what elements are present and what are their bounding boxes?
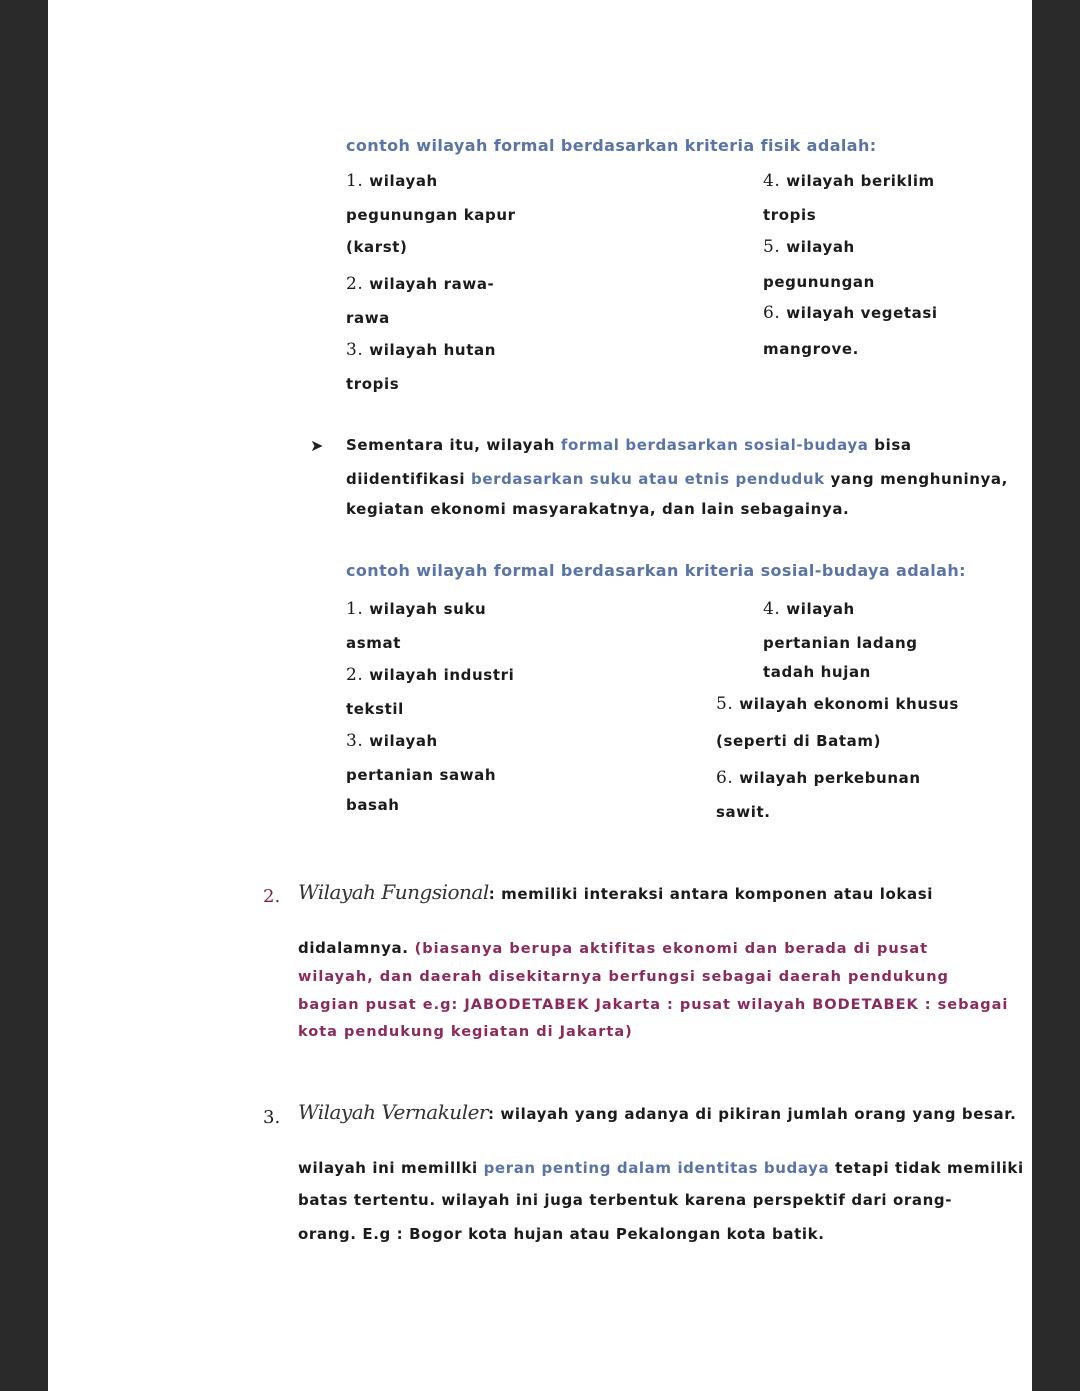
fisik-heading: contoh wilayah formal berdasarkan kriteria fisik adalah: [346,136,877,155]
list-text: wilayah ekonomi khusus [739,695,959,713]
sosial-heading: contoh wilayah formal berdasarkan kriteria sosial-budaya adalah: [346,561,966,580]
list-number: 3. [346,340,364,360]
section-number: 2. [263,886,281,907]
highlight-text: berdasarkan suku atau etnis penduduk [470,470,825,488]
list-number: 6. [716,768,734,788]
sosial-item-4 [763,599,855,619]
fisik-item-5-cont: pegunungan [763,273,875,291]
fungsional-line-2 [298,939,928,957]
fisik-item-2-cont: rawa [346,309,390,327]
list-text: wilayah beriklim [786,172,935,190]
list-number: 1. [346,599,364,619]
list-text: wilayah suku [369,600,487,618]
vernakuler-line-3: batas tertentu. wilayah ini juga terbentuk karena perspektif dari orang- [298,1191,953,1209]
sosial-item-3-cont: basah [346,796,400,814]
fisik-item-5 [763,237,855,257]
fungsional-line-1: : memiliki interaksi antara komponen atau lokasi [488,885,933,903]
fungsional-line-4: bagian pusat e.g: JABODETABEK Jakarta : pusat wilayah BODETABEK : sebagai [298,997,1009,1013]
list-number: 1. [346,171,364,191]
fisik-item-1-cont: pegunungan kapur [346,206,516,224]
fisik-item-1 [346,171,438,191]
fisik-item-3-cont: tropis [346,375,400,393]
fisik-item-1-cont: (karst) [346,238,408,256]
list-text: wilayah perkebunan [739,769,921,787]
sosial-paragraph-line-1 [346,436,912,454]
sosial-item-6 [716,768,921,788]
sosial-item-5-cont: (seperti di Batam) [716,732,882,750]
sosial-item-6-cont: sawit. [716,803,771,821]
list-number: 5. [763,237,781,257]
sosial-item-4-cont: tadah hujan [763,663,871,681]
fungsional-title-row [298,880,933,904]
fungsional-line-3: wilayah, dan daerah disekitarnya berfungsi sebagai daerah pendukung [298,969,949,985]
sosial-item-3-cont: pertanian sawah [346,766,497,784]
list-number: 3. [346,731,364,751]
text-run: didalamnya. [298,939,409,957]
fisik-item-4-cont: tropis [763,206,817,224]
text-run: yang menghuninya, [824,470,1008,488]
vernakuler-title: Wilayah Vernakuler [298,1100,488,1124]
fisik-item-3 [346,340,496,360]
fisik-item-6-cont: mangrove. [763,340,859,358]
sosial-item-2 [346,665,514,685]
list-number: 5. [716,694,734,714]
bullet-arrow-icon: ➤ [310,436,324,455]
fungsional-title: Wilayah Fungsional [298,880,489,904]
list-text: wilayah hutan [369,341,496,359]
sosial-paragraph-line-3: kegiatan ekonomi masyarakatnya, dan lain sebagainya. [346,500,850,518]
list-text: wilayah [369,732,438,750]
sosial-item-1-cont: asmat [346,634,401,652]
list-text: wilayah [786,600,855,618]
fungsional-line-5: kota pendukung kegiatan di Jakarta) [298,1024,633,1040]
vernakuler-line-1: : wilayah yang adanya di pikiran jumlah orang yang besar. [487,1105,1017,1123]
text-run: bisa [868,436,912,454]
list-text: wilayah industri [369,666,515,684]
sosial-item-2-cont: tekstil [346,700,404,718]
text-run: tetapi tidak memiliki [829,1159,1024,1177]
text-run: diidentifikasi [346,470,471,488]
list-number: 4. [763,599,781,619]
purple-note: (biasanya berupa aktifitas ekonomi dan berada di pusat [408,941,929,957]
vernakuler-line-2 [298,1159,1024,1177]
list-text: wilayah vegetasi [786,304,938,322]
section-number: 3. [263,1107,281,1128]
fisik-item-6 [763,303,938,323]
list-text: wilayah [369,172,438,190]
fisik-item-2 [346,274,494,294]
vernakuler-title-row [298,1100,1016,1124]
text-run: Sementara itu, wilayah [346,436,561,454]
text-run: wilayah ini memillki [298,1159,484,1177]
sosial-item-3 [346,731,438,751]
highlight-text: formal berdasarkan sosial-budaya [560,436,869,454]
list-number: 4. [763,171,781,191]
highlight-text: peran penting dalam identitas budaya [483,1159,830,1177]
sosial-item-4-cont: pertanian ladang [763,634,918,652]
list-number: 6. [763,303,781,323]
list-text: wilayah [786,238,855,256]
vernakuler-line-4: orang. E.g : Bogor kota hujan atau Pekalongan kota batik. [298,1225,825,1243]
fisik-item-4 [763,171,935,191]
sosial-paragraph-line-2 [346,470,1008,488]
list-number: 2. [346,665,364,685]
list-text: wilayah rawa- [369,275,495,293]
list-number: 2. [346,274,364,294]
sosial-item-1 [346,599,486,619]
sosial-item-5 [716,694,959,714]
document-page [48,0,1032,1391]
